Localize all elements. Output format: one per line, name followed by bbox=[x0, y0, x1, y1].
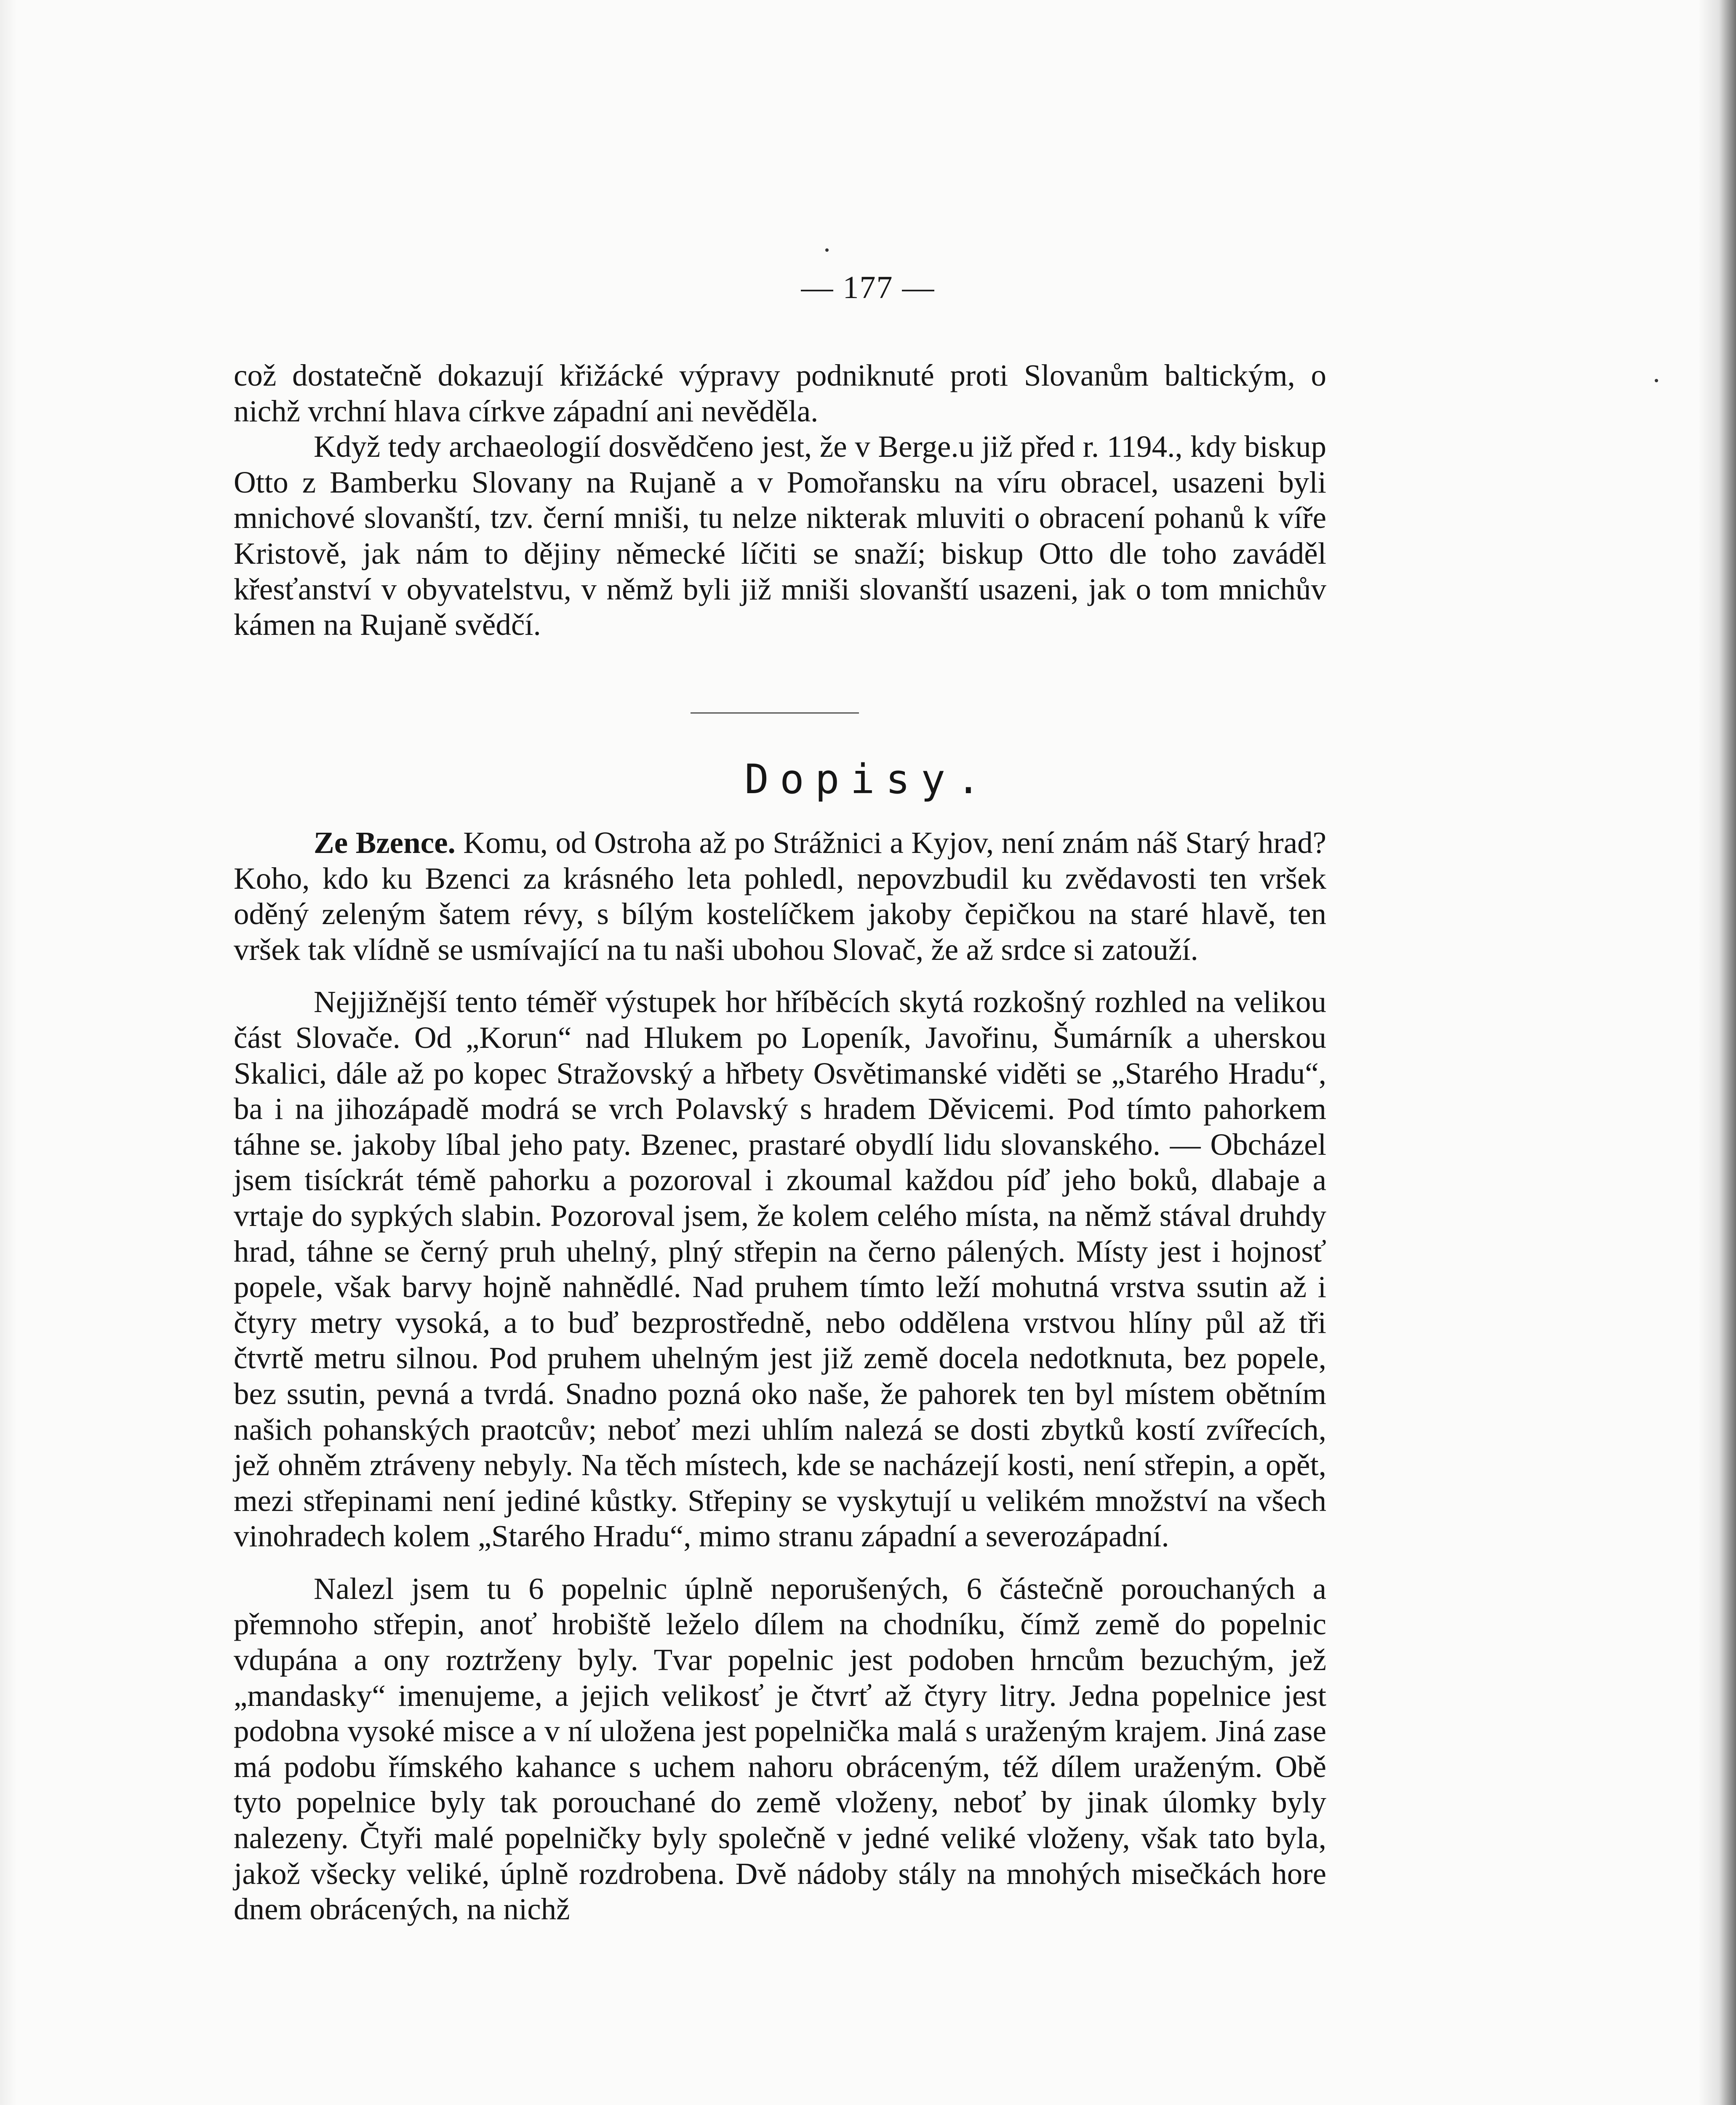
letters-section bbox=[234, 825, 1326, 1927]
page-number: — 177 — bbox=[801, 270, 935, 305]
paragraph-archaeology: Když tedy archaeologií dosvědčeno jest, že v Berge.u již před r. 1194., kdy biskup Otto z Bamberku Slovany na Rujaně a v Pomořansku na víru obracel, usazeni byli mnichové slovanští, tzv. černí mniši, tu nelze nikterak mluviti o obracení pohanů k víře Kristově, jak nám to dějiny německé líčiti se snaží; biskup Otto dle toho zaváděl křesťanství v obyvatelstvu, v němž byli již mniši slovanští usazeni, jak o tom mnichův kámen na Rujaně svědčí. bbox=[234, 429, 1326, 642]
scan-edge-left bbox=[0, 0, 17, 2105]
lead-place-name: Ze Bzence. bbox=[314, 826, 456, 860]
paragraph-hill-description: Nejjižnější tento téměř výstupek hor hříběcích skytá rozkošný rozhled na velikou část Slovače. Od „Korun“ nad Hlukem po Lopeník, Javořinu, Šumárník a uherskou Skalici, dále až po kopec Stražovský a hřbety Osvětimanské viděti se „Starého Hradu“, ba i na jihozápadě modrá se vrch Polavský s hradem Děvicemi. Pod tímto pahorkem táhne se. jakoby líbal jeho paty. Bzenec, prastaré obydlí lidu slovanského. — Obcházel jsem tisíckrát témě pahorku a pozoroval i zkoumal každou píď jeho boků, dlabaje a vrtaje do sypkých slabin. Pozoroval jsem, že kolem celého místa, na němž stával druhdy hrad, táhne se černý pruh uhelný, plný střepin na černo pálených. Místy jest i hojnosť popele, však barvy hojně nahnědlé. Nad pruhem tímto leží mohutná vrstva ssutin až i čtyry metry vysoká, a to buď bezprostředně, nebo oddělena vrstvou hlíny půl až tři čtvrtě metru silnou. Pod pruhem uhelným jest již země docela nedotknuta, bez popele, bez ssutin, pevná a tvrdá. Snadno pozná oko naše, že pahorek ten byl místem obětním našich pohanských praotcův; neboť mezi uhlím nalezá se dosti zbytků kostí zvířecích, jež ohněm ztráveny nebyly. Na těch místech, kde se nacházejí kosti, není střepin, a opět, mezi střepinami není jediné kůstky. Střepiny se vyskytují u velikém množství na všech vinohradech kolem „Starého Hradu“, mimo stranu západní a severozápadní. bbox=[234, 985, 1326, 1553]
section-heading: Dopisy. bbox=[744, 756, 992, 803]
paragraph-continuation: což dostatečně dokazují křižácké výpravy podniknuté proti Slovanům baltickým, o nichž vrchní hlava církve západní ani nevěděla. bbox=[234, 358, 1326, 428]
paragraph-urns: Nalezl jsem tu 6 popelnic úplně neporušených, 6 částečně porouchaných a přemnoho střepin, anoť hrobiště leželo dílem na chodníku, čímž země do popelnic vdupána a ony roztrženy byly. Tvar popelnic jest podoben hrncům bezuchým, jež „mandasky“ imenujeme, a jejich velikosť je čtvrť až čtyry litry. Jedna popelnice jest podobna vysoké misce a v ní uložena jest popelnička malá s uraženým krajem. Jiná zase má podobu římského kahance s uchem nahoru obráceným, též dílem uraženým. Obě tyto popelnice byly tak porouchané do země vloženy, neboť by jinak úlomky byly nalezeny. Čtyři malé popelničky byly společně v jedné veliké vloženy, však tato byla, jakož všecky veliké, úplně rozdrobena. Dvě nádoby stály na mnohých misečkách hore dnem obrácených, na nichž bbox=[234, 1571, 1326, 1926]
section-divider bbox=[691, 712, 859, 714]
paragraph-bzenec-intro-text: Komu, od Ostroha až po Strážnici a Kyjov, není znám náš Starý hrad? Koho, kdo ku Bzenci za krásného leta pohledl, nepovzbudil ku zvědavosti ten vršek oděný zeleným šatem révy, s bílým kostelíčkem jakoby čepičkou na staré hlavě, ten vršek tak vlídně se usmívající na tu naši ubohou Slovač, že až srdce si zatouží. bbox=[234, 826, 1326, 967]
top-section bbox=[234, 358, 1326, 643]
paragraph-bzenec-intro bbox=[234, 825, 1326, 967]
scan-edge-right bbox=[1698, 0, 1736, 2105]
scan-speck bbox=[1655, 379, 1658, 382]
scan-speck bbox=[825, 248, 829, 252]
